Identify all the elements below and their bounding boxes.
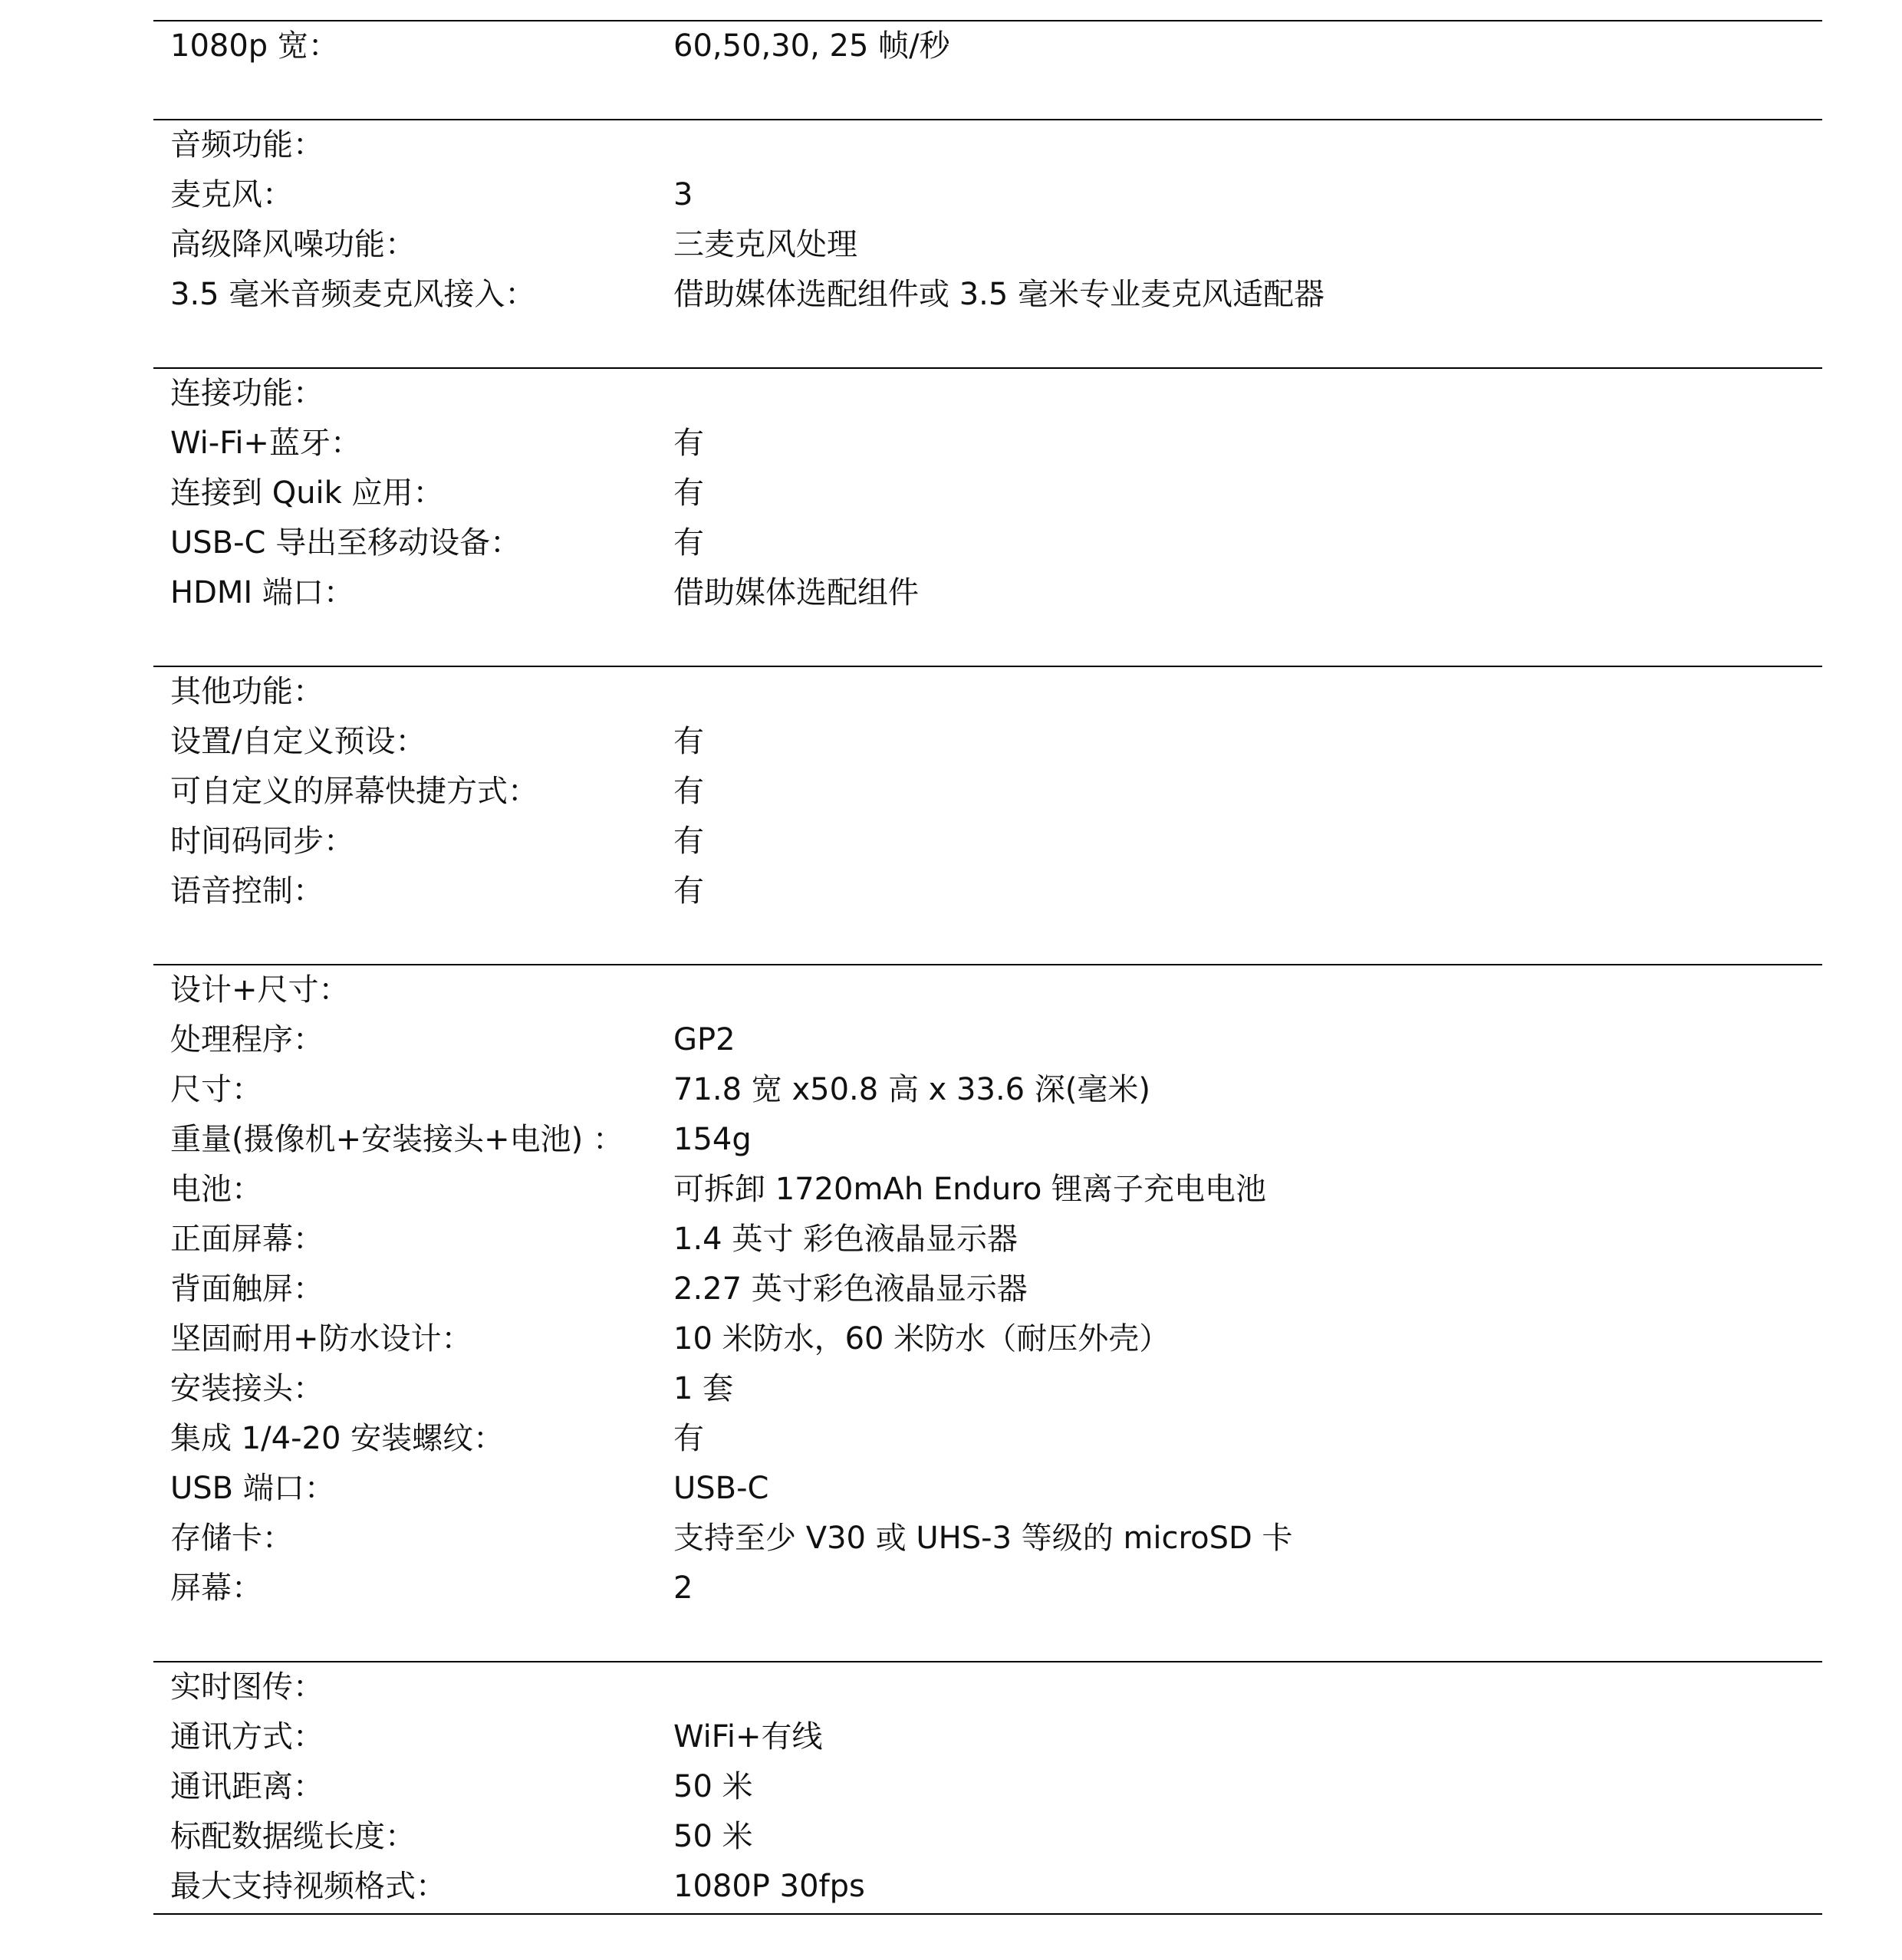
spec-label: 电池： <box>170 1172 262 1207</box>
section-title: 连接功能： <box>170 376 324 411</box>
spec-row <box>153 518 1822 568</box>
spec-row <box>153 1762 1822 1812</box>
spec-label: 安装接头： <box>170 1371 324 1406</box>
spec-row <box>153 1712 1822 1762</box>
spec-row <box>153 1514 1822 1564</box>
spec-row <box>153 568 1822 618</box>
spec-label: 背面触屏： <box>170 1271 324 1307</box>
spec-value: 三麦克风处理 <box>673 227 857 262</box>
spec-row <box>153 469 1822 518</box>
spec-value: 154g <box>673 1122 752 1157</box>
spec-value: 1080P 30fps <box>673 1869 865 1904</box>
spec-label: 尺寸： <box>170 1072 262 1107</box>
spec-value: 支持至少 V30 或 UHS-3 等级的 microSD 卡 <box>673 1521 1293 1556</box>
spec-row <box>153 1464 1822 1514</box>
spec-value: 有 <box>673 426 704 461</box>
spec-label: 高级降风噪功能： <box>170 227 416 262</box>
section-title: 其他功能： <box>170 674 324 709</box>
spec-value: 60,50,30, 25 帧/秒 <box>673 28 950 64</box>
spec-row <box>153 1564 1822 1613</box>
spec-value: 有 <box>673 475 704 511</box>
spec-row <box>153 1862 1822 1912</box>
spec-value: 有 <box>673 774 704 809</box>
spec-row <box>153 1115 1822 1165</box>
spec-value: 1 套 <box>673 1371 734 1406</box>
section-other-features <box>153 666 1822 964</box>
spec-label: 连接到 Quik 应用： <box>170 475 444 511</box>
spec-document <box>153 20 1822 1915</box>
spec-label: 1080p 宽： <box>170 28 339 64</box>
spec-label: 3.5 毫米音频麦克风接入： <box>170 277 536 312</box>
spec-row <box>153 1065 1822 1115</box>
spec-value: USB-C <box>673 1471 769 1506</box>
spec-label: 通讯距离： <box>170 1769 324 1804</box>
spec-row <box>153 717 1822 767</box>
spec-row <box>153 1414 1822 1464</box>
spec-label: HDMI 端口： <box>170 575 354 610</box>
section-title: 实时图传： <box>170 1669 324 1705</box>
spec-row <box>153 170 1822 220</box>
spec-label: 屏幕： <box>170 1570 262 1606</box>
spec-row <box>153 1264 1822 1314</box>
spec-value: 2.27 英寸彩色液晶显示器 <box>673 1271 1028 1307</box>
spec-label: USB-C 导出至移动设备： <box>170 525 522 561</box>
spec-row <box>153 270 1822 320</box>
spec-value: 借助媒体选配组件 <box>673 575 919 610</box>
section-design-dimensions <box>153 964 1822 1661</box>
spec-value: 50 米 <box>673 1819 753 1854</box>
spec-row <box>153 220 1822 270</box>
spec-value: 10 米防水，60 米防水（耐压外壳） <box>673 1321 1170 1357</box>
spec-value: 1.4 英寸 彩色液晶显示器 <box>673 1222 1018 1257</box>
spec-value: 有 <box>673 1421 704 1456</box>
spec-row <box>153 767 1822 817</box>
spec-label: 设置/自定义预设： <box>170 724 426 759</box>
spec-value: 有 <box>673 525 704 561</box>
spec-label: USB 端口： <box>170 1471 335 1506</box>
spec-label: 标配数据缆长度： <box>170 1819 416 1854</box>
spec-row <box>153 419 1822 469</box>
spec-label: 坚固耐用+防水设计： <box>170 1321 472 1357</box>
spec-label: 处理程序： <box>170 1022 324 1057</box>
spec-row <box>153 1215 1822 1264</box>
spec-value: WiFi+有线 <box>673 1719 823 1754</box>
spec-row <box>153 867 1822 916</box>
spec-value: 50 米 <box>673 1769 753 1804</box>
spec-value: 可拆卸 1720mAh Enduro 锂离子充电电池 <box>673 1172 1267 1207</box>
spec-label: 重量(摄像机+安装接头+电池) ： <box>170 1122 624 1157</box>
spec-label: 可自定义的屏幕快捷方式： <box>170 774 538 809</box>
spec-row <box>153 1314 1822 1364</box>
spec-label: 最大支持视频格式： <box>170 1869 446 1904</box>
spec-value: 3 <box>673 177 693 212</box>
section-title: 音频功能： <box>170 127 324 163</box>
spec-row <box>153 1165 1822 1215</box>
spec-value: 2 <box>673 1570 693 1606</box>
spec-value: 有 <box>673 824 704 859</box>
spec-label: 正面屏幕： <box>170 1222 324 1257</box>
section-audio <box>153 119 1822 367</box>
section-title: 设计+尺寸： <box>170 972 350 1008</box>
spec-label: 集成 1/4-20 安装螺纹： <box>170 1421 505 1456</box>
spec-value: 借助媒体选配组件或 3.5 毫米专业麦克风适配器 <box>673 277 1325 312</box>
spec-label: 存储卡： <box>170 1521 293 1556</box>
spec-row <box>153 1364 1822 1414</box>
spec-value: GP2 <box>673 1022 735 1057</box>
spec-label: 麦克风： <box>170 177 293 212</box>
spec-label: Wi-Fi+蓝牙： <box>170 426 361 461</box>
section-resolution <box>153 20 1822 119</box>
spec-row <box>153 1015 1822 1065</box>
spec-value: 有 <box>673 724 704 759</box>
spec-value: 71.8 宽 x50.8 高 x 33.6 深(毫米) <box>673 1072 1151 1107</box>
spec-value: 有 <box>673 873 704 909</box>
spec-row <box>153 817 1822 867</box>
section-live-transmission <box>153 1661 1822 1915</box>
section-connectivity <box>153 367 1822 666</box>
spec-label: 时间码同步： <box>170 824 354 859</box>
spec-label: 通讯方式： <box>170 1719 324 1754</box>
spec-label: 语音控制： <box>170 873 324 909</box>
spec-row <box>153 1812 1822 1862</box>
spec-row <box>153 21 1822 71</box>
